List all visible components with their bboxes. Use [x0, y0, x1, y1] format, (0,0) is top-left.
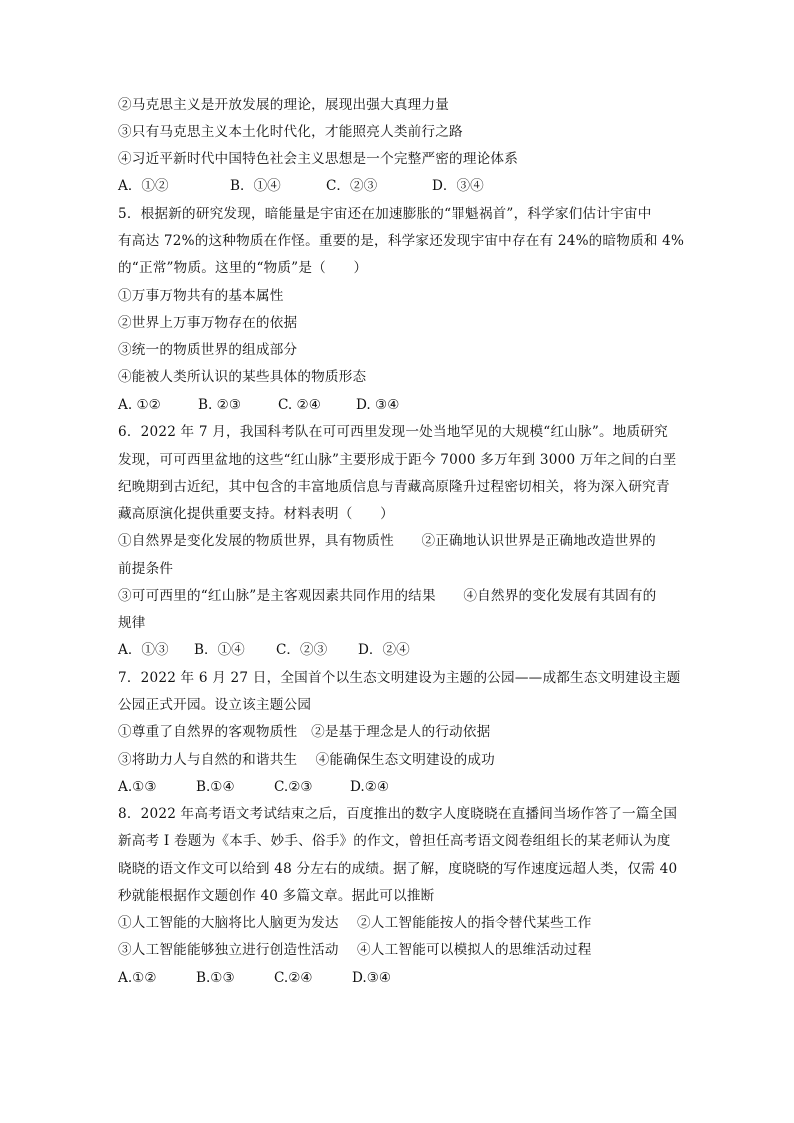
q8-option-d: D.③④ [352, 970, 392, 986]
q8-stem-line-2: 新高考 I 卷题为《本手、妙手、俗手》的作文，曾担任高考语文阅卷组组长的某老师认为度 [118, 833, 671, 849]
q6-stem-line-2: 发现，可可西里盆地的这些“红山脉”主要形成于距今 7000 多万年到 3000 万年之间的白垩 [118, 452, 677, 468]
q5-option-d: D. ③④ [356, 397, 400, 413]
q6-stem-line-1: 6．2022 年 7 月，我国科考队在可可西里发现一处当地罕见的大规模“红山脉”。地质研究 [118, 424, 668, 440]
q4-line-3: ③只有马克思主义本土化时代化，才能照亮人类前行之路 [118, 124, 463, 140]
q8-stem-line-4: 秒就能根据作文题创作 40 多篇文章。据此可以推断 [118, 888, 435, 904]
q5-item-2: ②世界上万事万物存在的依据 [118, 315, 298, 331]
q4-options [118, 177, 484, 195]
q4-option-d: D．③④ [432, 178, 484, 194]
q4-option-a: A．①② [118, 178, 169, 194]
q4-line-4: ④习近平新时代中国特色社会主义思想是一个完整严密的理论体系 [118, 151, 519, 167]
q8-stem-line-3: 晓晓的语文作文可以给到 48 分左右的成绩。据了解，度晓晓的写作速度远超人类，仅需 40 [118, 861, 678, 877]
q6-stem-line-4: 藏高原演化提供重要支持。材料表明（ ） [118, 506, 394, 522]
q7-option-d: D.②④ [350, 779, 390, 795]
q6-option-b: B．①④ [194, 642, 245, 658]
q8-option-a: A.①② [118, 970, 157, 986]
q7-option-b: B.①④ [196, 779, 235, 795]
q8-stem-line-1: 8．2022 年高考语文考试结束之后，百度推出的数字人度晓晓在直播间当场作答了一篇全国 [118, 806, 678, 822]
q8-option-b: B.①③ [196, 970, 235, 986]
q7-items-3-4: ③将助力人与自然的和谐共生 ④能确保生态文明建设的成功 [118, 752, 495, 768]
q6-item-3-4: ③可可西里的“红山脉”是主客观因素共同作用的结果 ④自然界的变化发展有其固有的 [118, 588, 657, 604]
q6-item-2-cont: 前提条件 [118, 561, 174, 577]
q7-items-1-2: ①尊重了自然界的客观物质性 ②是基于理念是人的行动依据 [118, 724, 491, 740]
q5-stem-line-1: 5．根据新的研究发现，暗能量是宇宙还在加速膨胀的“罪魁祸首”，科学家们估计宇宙中 [118, 206, 652, 222]
q5-stem-line-3: 的“正常”物质。这里的“物质”是（ ） [118, 260, 368, 276]
q7-stem-line-1: 7．2022 年 6 月 27 日，全国首个以生态文明建设为主题的公园——成都生态文明建设主题 [118, 670, 681, 686]
q5-item-1: ①万事万物共有的基本属性 [118, 288, 284, 304]
q5-option-b: B. ②③ [198, 397, 242, 413]
q5-option-c: C. ②④ [278, 397, 321, 413]
q6-option-d: D．②④ [358, 642, 410, 658]
q4-line-2: ②马克思主义是开放发展的理论，展现出强大真理力量 [118, 97, 450, 113]
q7-options [118, 778, 389, 796]
q8-option-c: C.②④ [274, 970, 313, 986]
q7-option-a: A.①③ [118, 779, 157, 795]
q6-item-4-cont: 规律 [118, 615, 146, 631]
q5-option-a: A. ①② [118, 397, 161, 413]
q6-options [118, 641, 410, 659]
q5-options [118, 396, 399, 414]
q5-item-3: ③统一的物质世界的组成部分 [118, 342, 298, 358]
q4-option-c: C．②③ [326, 178, 378, 194]
q4-option-b: B．①④ [230, 178, 281, 194]
q8-items-1-2: ①人工智能的大脑将比人脑更为发达 ②人工智能能按人的指令替代某些工作 [118, 915, 592, 931]
q6-option-c: C．②③ [276, 642, 328, 658]
q6-option-a: A．①③ [118, 642, 169, 658]
q5-stem-line-2: 有高达 72%的这种物质在作怪。重要的是，科学家还发现宇宙中存在有 24%的暗物质和 4% [118, 233, 685, 249]
q5-item-4: ④能被人类所认识的某些具体的物质形态 [118, 369, 367, 385]
q8-items-3-4: ③人工智能能够独立进行创造性活动 ④人工智能可以模拟人的思维活动过程 [118, 942, 592, 958]
q8-options [118, 969, 391, 987]
q6-item-1-2: ①自然界是变化发展的物质世界，具有物质性 ②正确地认识世界是正确地改造世界的 [118, 533, 656, 549]
q7-stem-line-2: 公园正式开园。设立该主题公园 [118, 697, 312, 713]
q7-option-c: C.②③ [274, 779, 313, 795]
q6-stem-line-3: 纪晚期到古近纪，其中包含的丰富地质信息与青藏高原隆升过程密切相关，将为深入研究青 [118, 479, 670, 495]
